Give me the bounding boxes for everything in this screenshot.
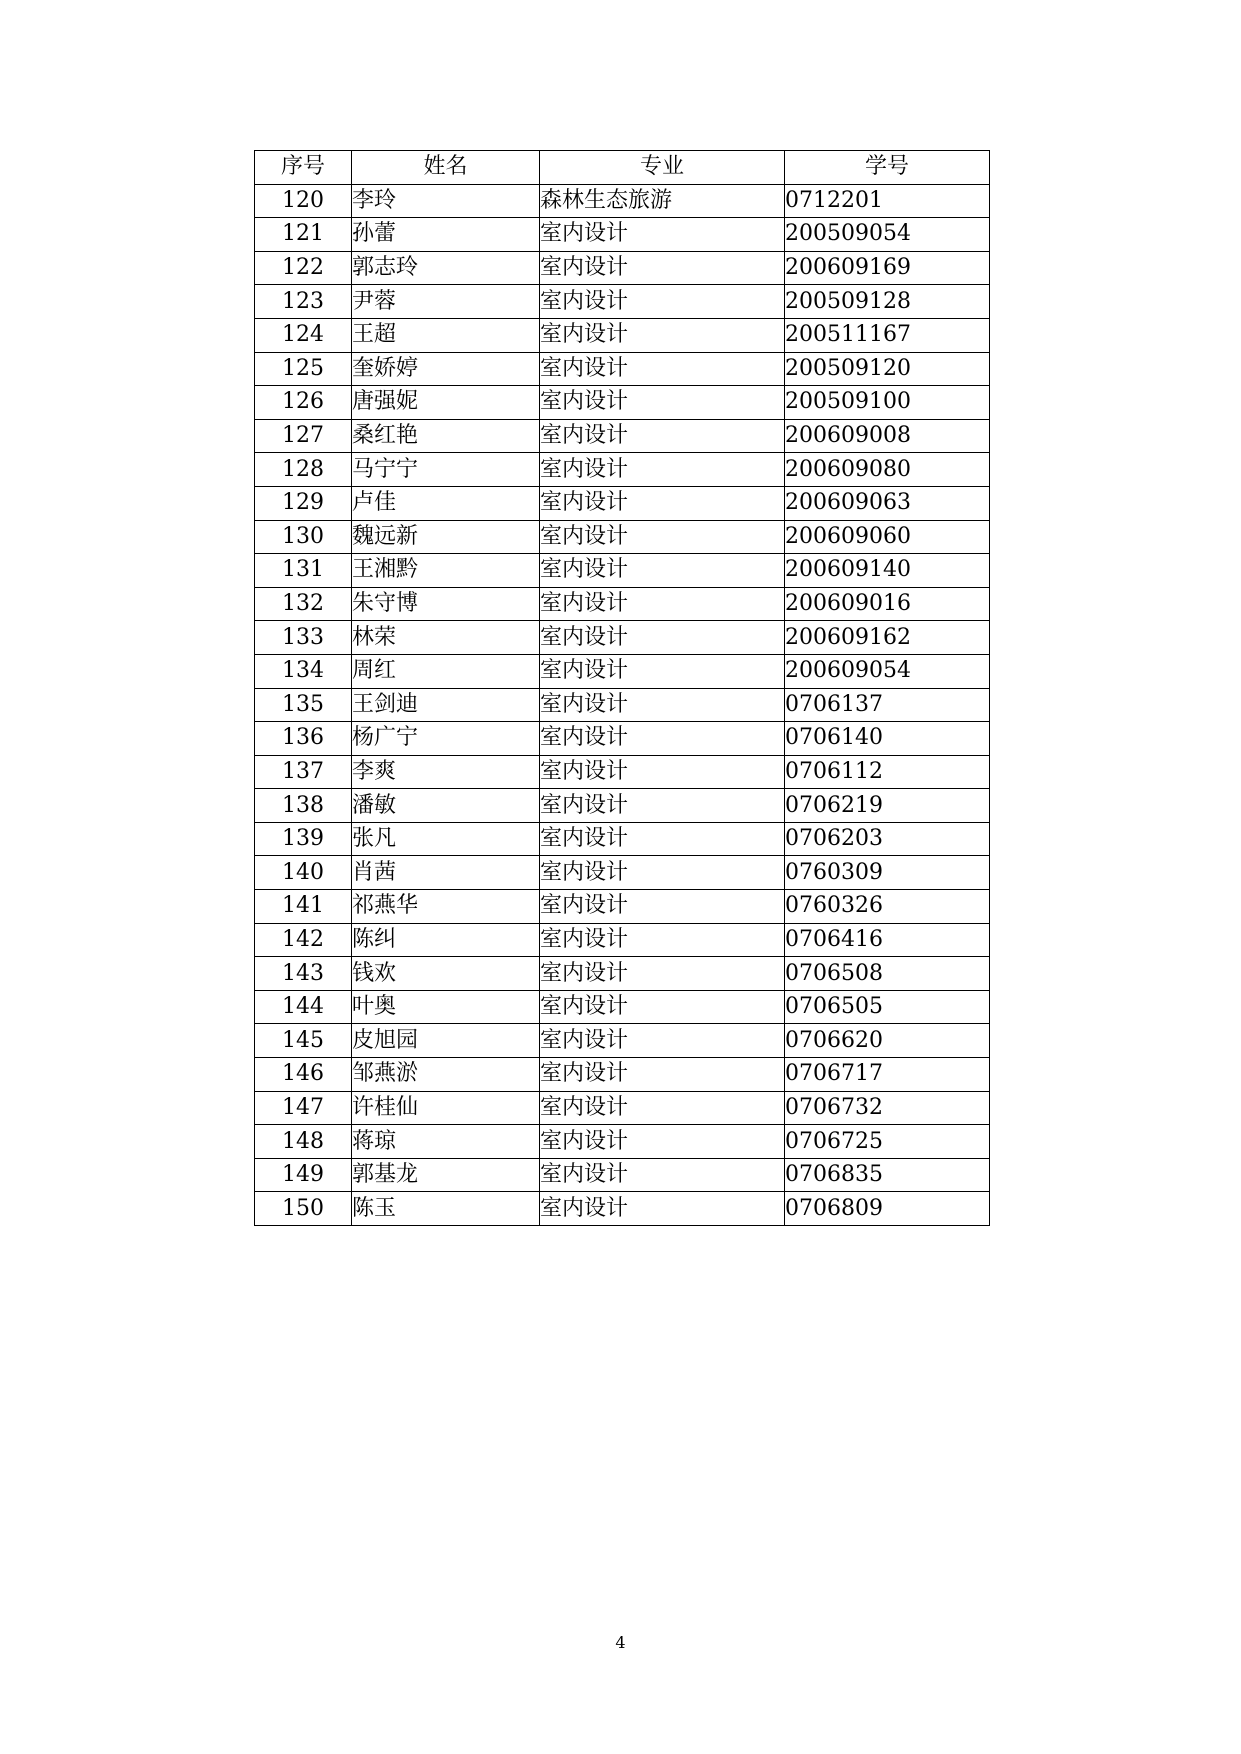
table-row [255,419,990,453]
cell-seq: 126 [255,386,352,420]
cell-name: 王超 [352,318,540,352]
table-row [255,1192,990,1226]
cell-seq: 147 [255,1091,352,1125]
cell-seq: 130 [255,520,352,554]
cell-name: 马宁宁 [352,453,540,487]
cell-name: 孙蕾 [352,218,540,252]
cell-student-id: 200609063 [785,486,990,520]
cell-seq: 138 [255,789,352,823]
table-row [255,1125,990,1159]
cell-major: 室内设计 [540,1192,785,1226]
cell-name: 卢佳 [352,486,540,520]
cell-major: 室内设计 [540,419,785,453]
table-row [255,1024,990,1058]
table-row [255,890,990,924]
cell-major: 室内设计 [540,755,785,789]
cell-name: 肖茜 [352,856,540,890]
cell-student-id: 200609169 [785,251,990,285]
cell-student-id: 200609140 [785,554,990,588]
table-row [255,957,990,991]
cell-seq: 142 [255,923,352,957]
cell-seq: 132 [255,587,352,621]
cell-major: 室内设计 [540,822,785,856]
cell-seq: 121 [255,218,352,252]
cell-major: 室内设计 [540,386,785,420]
cell-name: 魏远新 [352,520,540,554]
cell-major: 室内设计 [540,990,785,1024]
cell-name: 陈玉 [352,1192,540,1226]
cell-seq: 148 [255,1125,352,1159]
header-name: 姓名 [352,151,540,185]
table-row [255,856,990,890]
header-row [255,151,990,185]
cell-student-id: 200609016 [785,587,990,621]
table-row [255,184,990,218]
cell-seq: 122 [255,251,352,285]
cell-name: 邹燕淤 [352,1058,540,1092]
table-header [255,151,990,185]
cell-name: 李爽 [352,755,540,789]
cell-name: 陈纠 [352,923,540,957]
cell-seq: 135 [255,688,352,722]
cell-major: 室内设计 [540,789,785,823]
cell-student-id: 0706809 [785,1192,990,1226]
cell-name: 朱守博 [352,587,540,621]
cell-seq: 144 [255,990,352,1024]
table-row [255,722,990,756]
cell-major: 室内设计 [540,486,785,520]
cell-major: 室内设计 [540,923,785,957]
cell-seq: 136 [255,722,352,756]
cell-major: 室内设计 [540,1091,785,1125]
table-body [255,184,990,1225]
cell-student-id: 0706203 [785,822,990,856]
table-row [255,923,990,957]
cell-student-id: 0706508 [785,957,990,991]
cell-name: 郭志玲 [352,251,540,285]
cell-name: 祁燕华 [352,890,540,924]
table-row [255,251,990,285]
cell-major: 室内设计 [540,318,785,352]
table-row [255,386,990,420]
cell-major: 室内设计 [540,722,785,756]
cell-name: 叶奥 [352,990,540,1024]
cell-student-id: 0760326 [785,890,990,924]
header-major: 专业 [540,151,785,185]
table-row [255,1091,990,1125]
cell-seq: 125 [255,352,352,386]
cell-student-id: 0706725 [785,1125,990,1159]
table-row [255,318,990,352]
cell-seq: 140 [255,856,352,890]
cell-name: 张凡 [352,822,540,856]
cell-seq: 149 [255,1158,352,1192]
cell-major: 室内设计 [540,856,785,890]
cell-major: 室内设计 [540,218,785,252]
cell-student-id: 0706732 [785,1091,990,1125]
cell-seq: 127 [255,419,352,453]
cell-student-id: 0706112 [785,755,990,789]
cell-seq: 141 [255,890,352,924]
cell-student-id: 0706219 [785,789,990,823]
header-student-id: 学号 [785,151,990,185]
cell-name: 潘敏 [352,789,540,823]
cell-name: 王剑迪 [352,688,540,722]
cell-major: 室内设计 [540,1158,785,1192]
table-row [255,453,990,487]
cell-major: 室内设计 [540,1058,785,1092]
cell-student-id: 200511167 [785,318,990,352]
cell-name: 周红 [352,654,540,688]
cell-major: 室内设计 [540,285,785,319]
cell-major: 室内设计 [540,587,785,621]
table-row [255,621,990,655]
cell-major: 室内设计 [540,1125,785,1159]
cell-seq: 120 [255,184,352,218]
cell-name: 奎娇婷 [352,352,540,386]
cell-seq: 133 [255,621,352,655]
cell-major: 室内设计 [540,621,785,655]
cell-seq: 123 [255,285,352,319]
cell-name: 王湘黔 [352,554,540,588]
table-row [255,587,990,621]
table-row [255,1158,990,1192]
page-number: 4 [615,1633,626,1652]
cell-major: 室内设计 [540,554,785,588]
cell-student-id: 0706140 [785,722,990,756]
cell-major: 室内设计 [540,520,785,554]
cell-student-id: 200509100 [785,386,990,420]
cell-seq: 134 [255,654,352,688]
cell-student-id: 200609008 [785,419,990,453]
cell-student-id: 200509054 [785,218,990,252]
cell-name: 皮旭园 [352,1024,540,1058]
cell-major: 室内设计 [540,890,785,924]
table-row [255,789,990,823]
table-row [255,352,990,386]
cell-student-id: 0706835 [785,1158,990,1192]
cell-name: 郭基龙 [352,1158,540,1192]
cell-seq: 124 [255,318,352,352]
table-row [255,654,990,688]
student-roster-table [254,150,990,1226]
cell-seq: 139 [255,822,352,856]
cell-name: 钱欢 [352,957,540,991]
cell-name: 杨广宁 [352,722,540,756]
cell-student-id: 0706137 [785,688,990,722]
cell-student-id: 200609054 [785,654,990,688]
table-row [255,1058,990,1092]
cell-student-id: 0706620 [785,1024,990,1058]
cell-major: 室内设计 [540,957,785,991]
cell-student-id: 200609162 [785,621,990,655]
cell-major: 室内设计 [540,1024,785,1058]
cell-major: 室内设计 [540,654,785,688]
header-seq: 序号 [255,151,352,185]
cell-student-id: 0706717 [785,1058,990,1092]
cell-seq: 137 [255,755,352,789]
cell-major: 室内设计 [540,251,785,285]
cell-name: 桑红艳 [352,419,540,453]
cell-seq: 128 [255,453,352,487]
cell-student-id: 0706416 [785,923,990,957]
table-row [255,822,990,856]
table-row [255,486,990,520]
cell-student-id: 200609060 [785,520,990,554]
cell-seq: 131 [255,554,352,588]
cell-name: 唐强妮 [352,386,540,420]
cell-seq: 145 [255,1024,352,1058]
cell-seq: 143 [255,957,352,991]
cell-major: 室内设计 [540,688,785,722]
table-row [255,990,990,1024]
cell-major: 森林生态旅游 [540,184,785,218]
cell-student-id: 0760309 [785,856,990,890]
table-row [255,755,990,789]
cell-major: 室内设计 [540,453,785,487]
cell-seq: 146 [255,1058,352,1092]
cell-student-id: 0712201 [785,184,990,218]
cell-student-id: 200509120 [785,352,990,386]
cell-seq: 150 [255,1192,352,1226]
cell-name: 尹蓉 [352,285,540,319]
cell-seq: 129 [255,486,352,520]
cell-student-id: 0706505 [785,990,990,1024]
table-row [255,554,990,588]
cell-student-id: 200609080 [785,453,990,487]
cell-name: 李玲 [352,184,540,218]
table-row [255,285,990,319]
cell-student-id: 200509128 [785,285,990,319]
table-row [255,218,990,252]
cell-name: 许桂仙 [352,1091,540,1125]
table-row [255,688,990,722]
cell-major: 室内设计 [540,352,785,386]
cell-name: 林荣 [352,621,540,655]
cell-name: 蒋琼 [352,1125,540,1159]
table-row [255,520,990,554]
